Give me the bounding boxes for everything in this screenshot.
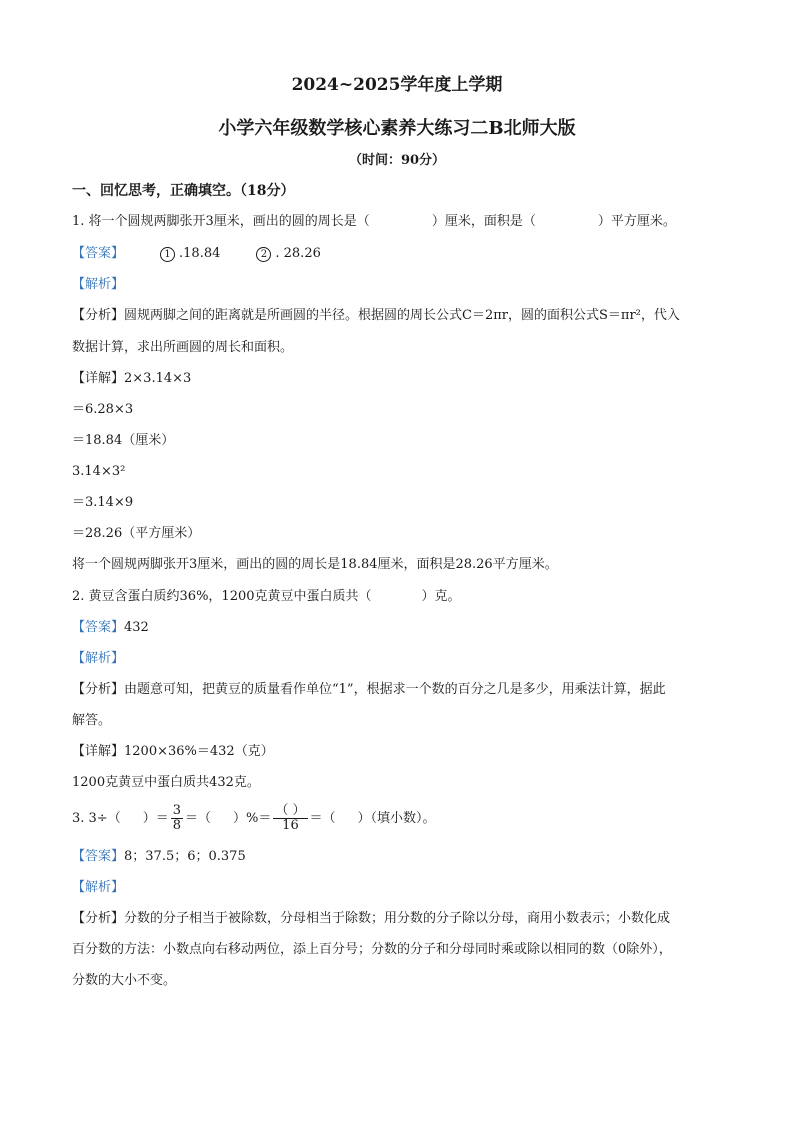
fraction-numerator: 3 bbox=[172, 803, 181, 818]
section-heading: 一、回忆思考，正确填空。（18分） bbox=[72, 183, 295, 199]
q2-detail-text: 1200×36%＝432（克） bbox=[124, 744, 274, 759]
q2-text-b: ）克。 bbox=[421, 589, 461, 604]
q1-fenxi-1 bbox=[72, 308, 680, 324]
q1-fenxi-2: 数据计算，求出所画圆的周长和面积。 bbox=[72, 340, 294, 355]
q2-fenxi-text-1: 由题意可知，把黄豆的质量看作单位“1”，根据求一个数的百分之几是多少，用乘法计算，据此 bbox=[124, 682, 666, 697]
q2-fenxi-1 bbox=[72, 682, 666, 698]
q1-detail-6: ＝28.26（平方厘米） bbox=[72, 526, 201, 541]
q1-text-b: ）厘米，面积是（ bbox=[431, 214, 536, 229]
fraction-numerator: （ ） bbox=[275, 803, 306, 818]
q1-fenxi-text-1: 圆规两脚之间的距离就是所画圆的半径。根据圆的周长公式C＝2πr，圆的面积公式S＝πr²，代入 bbox=[124, 308, 680, 323]
q3-text-e: ＝（ bbox=[309, 811, 336, 826]
q1-answer-1: .18.84 bbox=[179, 246, 221, 261]
q3-text-a: 3. 3÷（ bbox=[72, 811, 121, 826]
q3-fraction-2 bbox=[273, 804, 307, 833]
q2-answer-value: 432 bbox=[124, 620, 149, 635]
q1-detail-3: ＝18.84（厘米） bbox=[72, 433, 175, 448]
detail-tag: 【详解】 bbox=[72, 744, 125, 759]
answer-tag: 【答案】 bbox=[72, 849, 125, 864]
q3-fraction-1 bbox=[171, 804, 183, 833]
fraction-denominator: 16 bbox=[282, 818, 299, 833]
q3-text-b: ）＝ bbox=[142, 811, 169, 826]
q2-question bbox=[72, 589, 461, 605]
q3-question bbox=[72, 804, 436, 834]
q1-detail-2: ＝6.28×3 bbox=[72, 402, 134, 417]
q1-text-c: ）平方厘米。 bbox=[597, 214, 676, 229]
q1-text-a: 1. 将一个圆规两脚张开3厘米，画出的圆的周长是（ bbox=[72, 214, 370, 229]
q1-detail-4: 3.14×3² bbox=[72, 464, 126, 479]
q1-detail-5: ＝3.14×9 bbox=[72, 495, 134, 510]
q3-answer-value: 8；37.5；6；0.375 bbox=[124, 849, 246, 864]
q1-detail-1 bbox=[72, 371, 191, 387]
circled-number: 2 bbox=[256, 247, 271, 262]
q1-question bbox=[72, 214, 676, 230]
q2-conclusion: 1200克黄豆中蛋白质共432克。 bbox=[72, 775, 260, 790]
q3-text-d: ）%＝ bbox=[233, 811, 272, 826]
q2-fenxi-2: 解答。 bbox=[72, 713, 112, 728]
q3-text-c: ＝（ bbox=[185, 811, 212, 826]
fenxi-tag: 【分析】 bbox=[72, 308, 125, 323]
answer-tag: 【答案】 bbox=[72, 246, 125, 261]
q1-detail-text-1: 2×3.14×3 bbox=[124, 371, 192, 386]
detail-tag: 【详解】 bbox=[72, 371, 125, 386]
fenxi-tag: 【分析】 bbox=[72, 682, 125, 697]
q1-conclusion: 将一个圆规两脚张开3厘米，画出的圆的周长是18.84厘米，面积是28.26平方厘米。 bbox=[72, 557, 558, 572]
q1-analysis-tag: 【解析】 bbox=[72, 277, 125, 292]
doc-time-limit: （时间：90分） bbox=[348, 153, 446, 168]
q3-answer bbox=[72, 849, 246, 865]
q2-detail bbox=[72, 744, 274, 760]
q1-answer-2: . 28.26 bbox=[275, 246, 321, 261]
q3-analysis-tag: 【解析】 bbox=[72, 880, 125, 895]
answer-tag: 【答案】 bbox=[72, 620, 125, 635]
q3-fenxi-3: 分数的大小不变。 bbox=[72, 973, 177, 988]
q3-fenxi-text-1: 分数的分子相当于被除数，分母相当于除数；用分数的分子除以分母，商用小数表示；小数化成 bbox=[124, 911, 671, 926]
q2-text-a: 2. 黄豆含蛋白质约36%，1200克黄豆中蛋白质共（ bbox=[72, 589, 372, 604]
q2-analysis-tag: 【解析】 bbox=[72, 651, 125, 666]
q2-answer bbox=[72, 620, 149, 636]
doc-subtitle: 小学六年级数学核心素养大练习二B北师大版 bbox=[218, 118, 576, 139]
q3-fenxi-2: 百分数的方法：小数点向右移动两位，添上百分号；分数的分子和分母同时乘或除以相同的数（0除外）， bbox=[72, 942, 672, 957]
doc-title: 2024~2025学年度上学期 bbox=[291, 75, 503, 95]
q3-fenxi-1 bbox=[72, 911, 670, 927]
fenxi-tag: 【分析】 bbox=[72, 911, 125, 926]
fraction-denominator: 8 bbox=[172, 818, 181, 833]
q1-answer bbox=[72, 246, 321, 262]
q3-text-f: ）（填小数）。 bbox=[357, 811, 436, 826]
circled-number: 1 bbox=[160, 247, 175, 262]
